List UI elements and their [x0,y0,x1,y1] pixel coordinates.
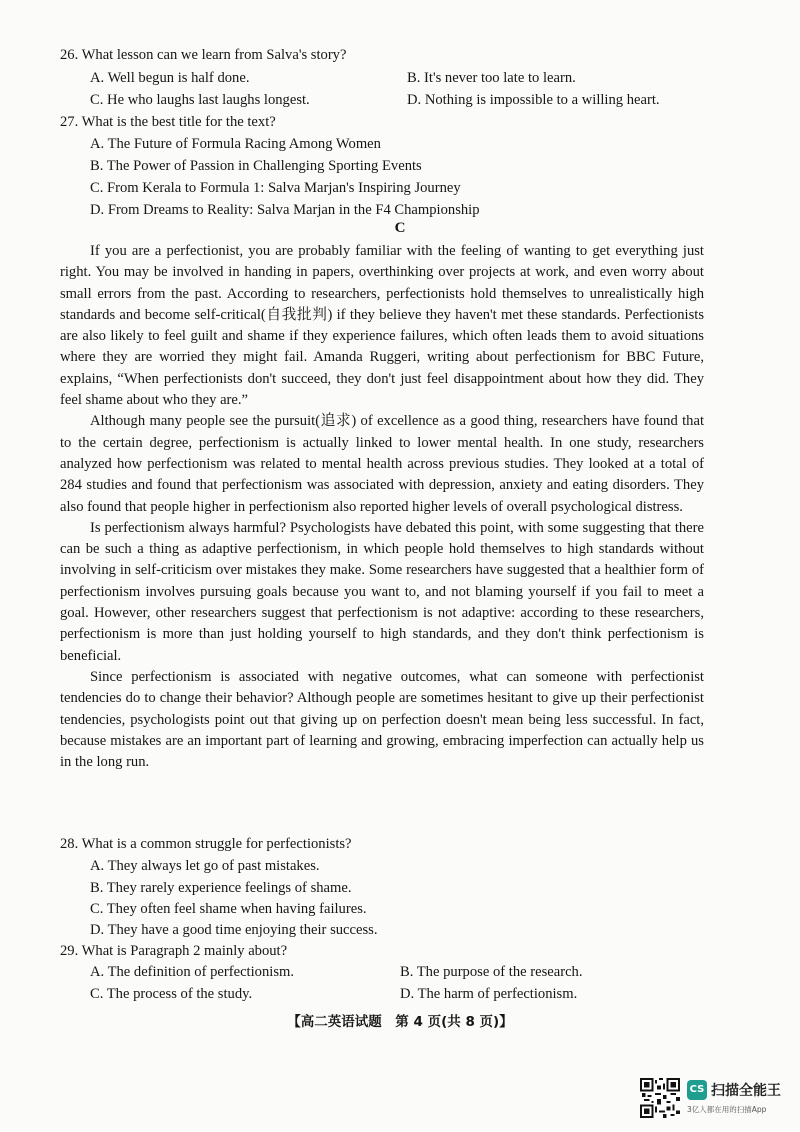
question-26-option-c: C. He who laughs last laughs longest. [90,92,310,108]
scanner-watermark [640,1078,790,1120]
passage-paragraph-4: Since perfectionism is associated with negative outcomes, what can someone with perfectionist tendencies do to change their behavior? Although people are sometimes hesitant to give up their perfectionist tendencies, psychologists point out that giving up on perfection doesn't mean being less successful. In fact, because mistakes are an important part of learning and growing, embracing imperfection can actually help us in the long run. [60,668,704,771]
question-28-option-d: D. They have a good time enjoying their success. [90,922,378,938]
section-heading: C [394,220,406,236]
question-27-option-d: D. From Dreams to Reality: Salva Marjan in the F4 Championship [90,202,480,218]
question-29-stem: 29. What is Paragraph 2 mainly about? [60,943,288,959]
passage-paragraph-3: Is perfectionism always harmful? Psychologists have debated this point, with some suggesting that there can be such a thing as adaptive perfectionism, in which people hold themselves to high standards without involving in self-criticism over mistakes they make. Some researchers have suggested that a healthier form of perfectionism involves pursuing goals because you want to, and not blaming yourself if you fail to meet a goal. However, other researchers suggest that perfectionism is not adaptive: according to these researchers, perfectionism is more than just holding yourself to high standards, and they don't think perfectionism is beneficial. [60,519,704,664]
page-footer: 【高二英语试题 第 4 页(共 8 页)】 [287,1014,513,1030]
question-27-stem: 27. What is the best title for the text? [60,114,276,130]
passage-paragraph-2: Although many people see the pursuit(追求) of excellence as a good thing, researchers have found that to the certain degree, perfectionism is actually linked to lower mental health. In one study, researchers analyzed how perfectionism was related to mental health across previous studies. They looked at a total of 284 studies and found that perfectionism was associated with depression, anxiety and eating disorders. They also found that people higher in perfectionism also reported higher levels of overall psychological distress. [60,413,704,515]
camscanner-logo-icon: CS [687,1080,707,1100]
qr-code-icon [640,1078,680,1118]
question-29-option-a: A. The definition of perfectionism. [90,964,294,980]
question-29-option-c: C. The process of the study. [90,986,253,1002]
question-27-option-a: A. The Future of Formula Racing Among Women [90,136,381,152]
question-26-option-b: B. It's never too late to learn. [407,70,576,86]
question-29-option-b: B. The purpose of the research. [400,964,583,980]
scanner-slogan: 3亿人都在用的扫描App [687,1105,767,1114]
question-27-option-c: C. From Kerala to Formula 1: Salva Marjan's Inspiring Journey [90,180,461,196]
question-26-stem: 26. What lesson can we learn from Salva's story? [60,47,347,63]
passage-paragraph-1: If you are a perfectionist, you are probably familiar with the feeling of wanting to get everything just right. You may be involved in handing in papers, overthinking over projects at work, and even worry about small errors from the past. According to researchers, perfectionists hold themselves to unrealistically high standards and become self-critical(自我批判) if they believe they haven't met these standards. Perfectionists are also likely to feel guilt and shame if they experience failures, which often leads them to avoid situations where they are worried they might fail. Amanda Ruggeri, writing about perfectionism for BBC Future, explains, “When perfectionists don't succeed, they don't just feel disappointment about how they did. They feel shame about who they are.” [60,243,704,409]
question-26-option-d: D. Nothing is impossible to a willing heart. [407,92,660,108]
question-28-option-a: A. They always let go of past mistakes. [90,858,320,874]
scanner-brand-name: 扫描全能王 [711,1083,781,1099]
question-26-option-a: A. Well begun is half done. [90,70,250,86]
question-29-option-d: D. The harm of perfectionism. [400,986,578,1002]
question-28-option-b: B. They rarely experience feelings of shame. [90,880,352,896]
question-28-stem: 28. What is a common struggle for perfectionists? [60,836,352,852]
question-28-option-c: C. They often feel shame when having failures. [90,901,367,917]
reading-passage [60,241,704,773]
question-27-option-b: B. The Power of Passion in Challenging Sporting Events [90,158,422,174]
